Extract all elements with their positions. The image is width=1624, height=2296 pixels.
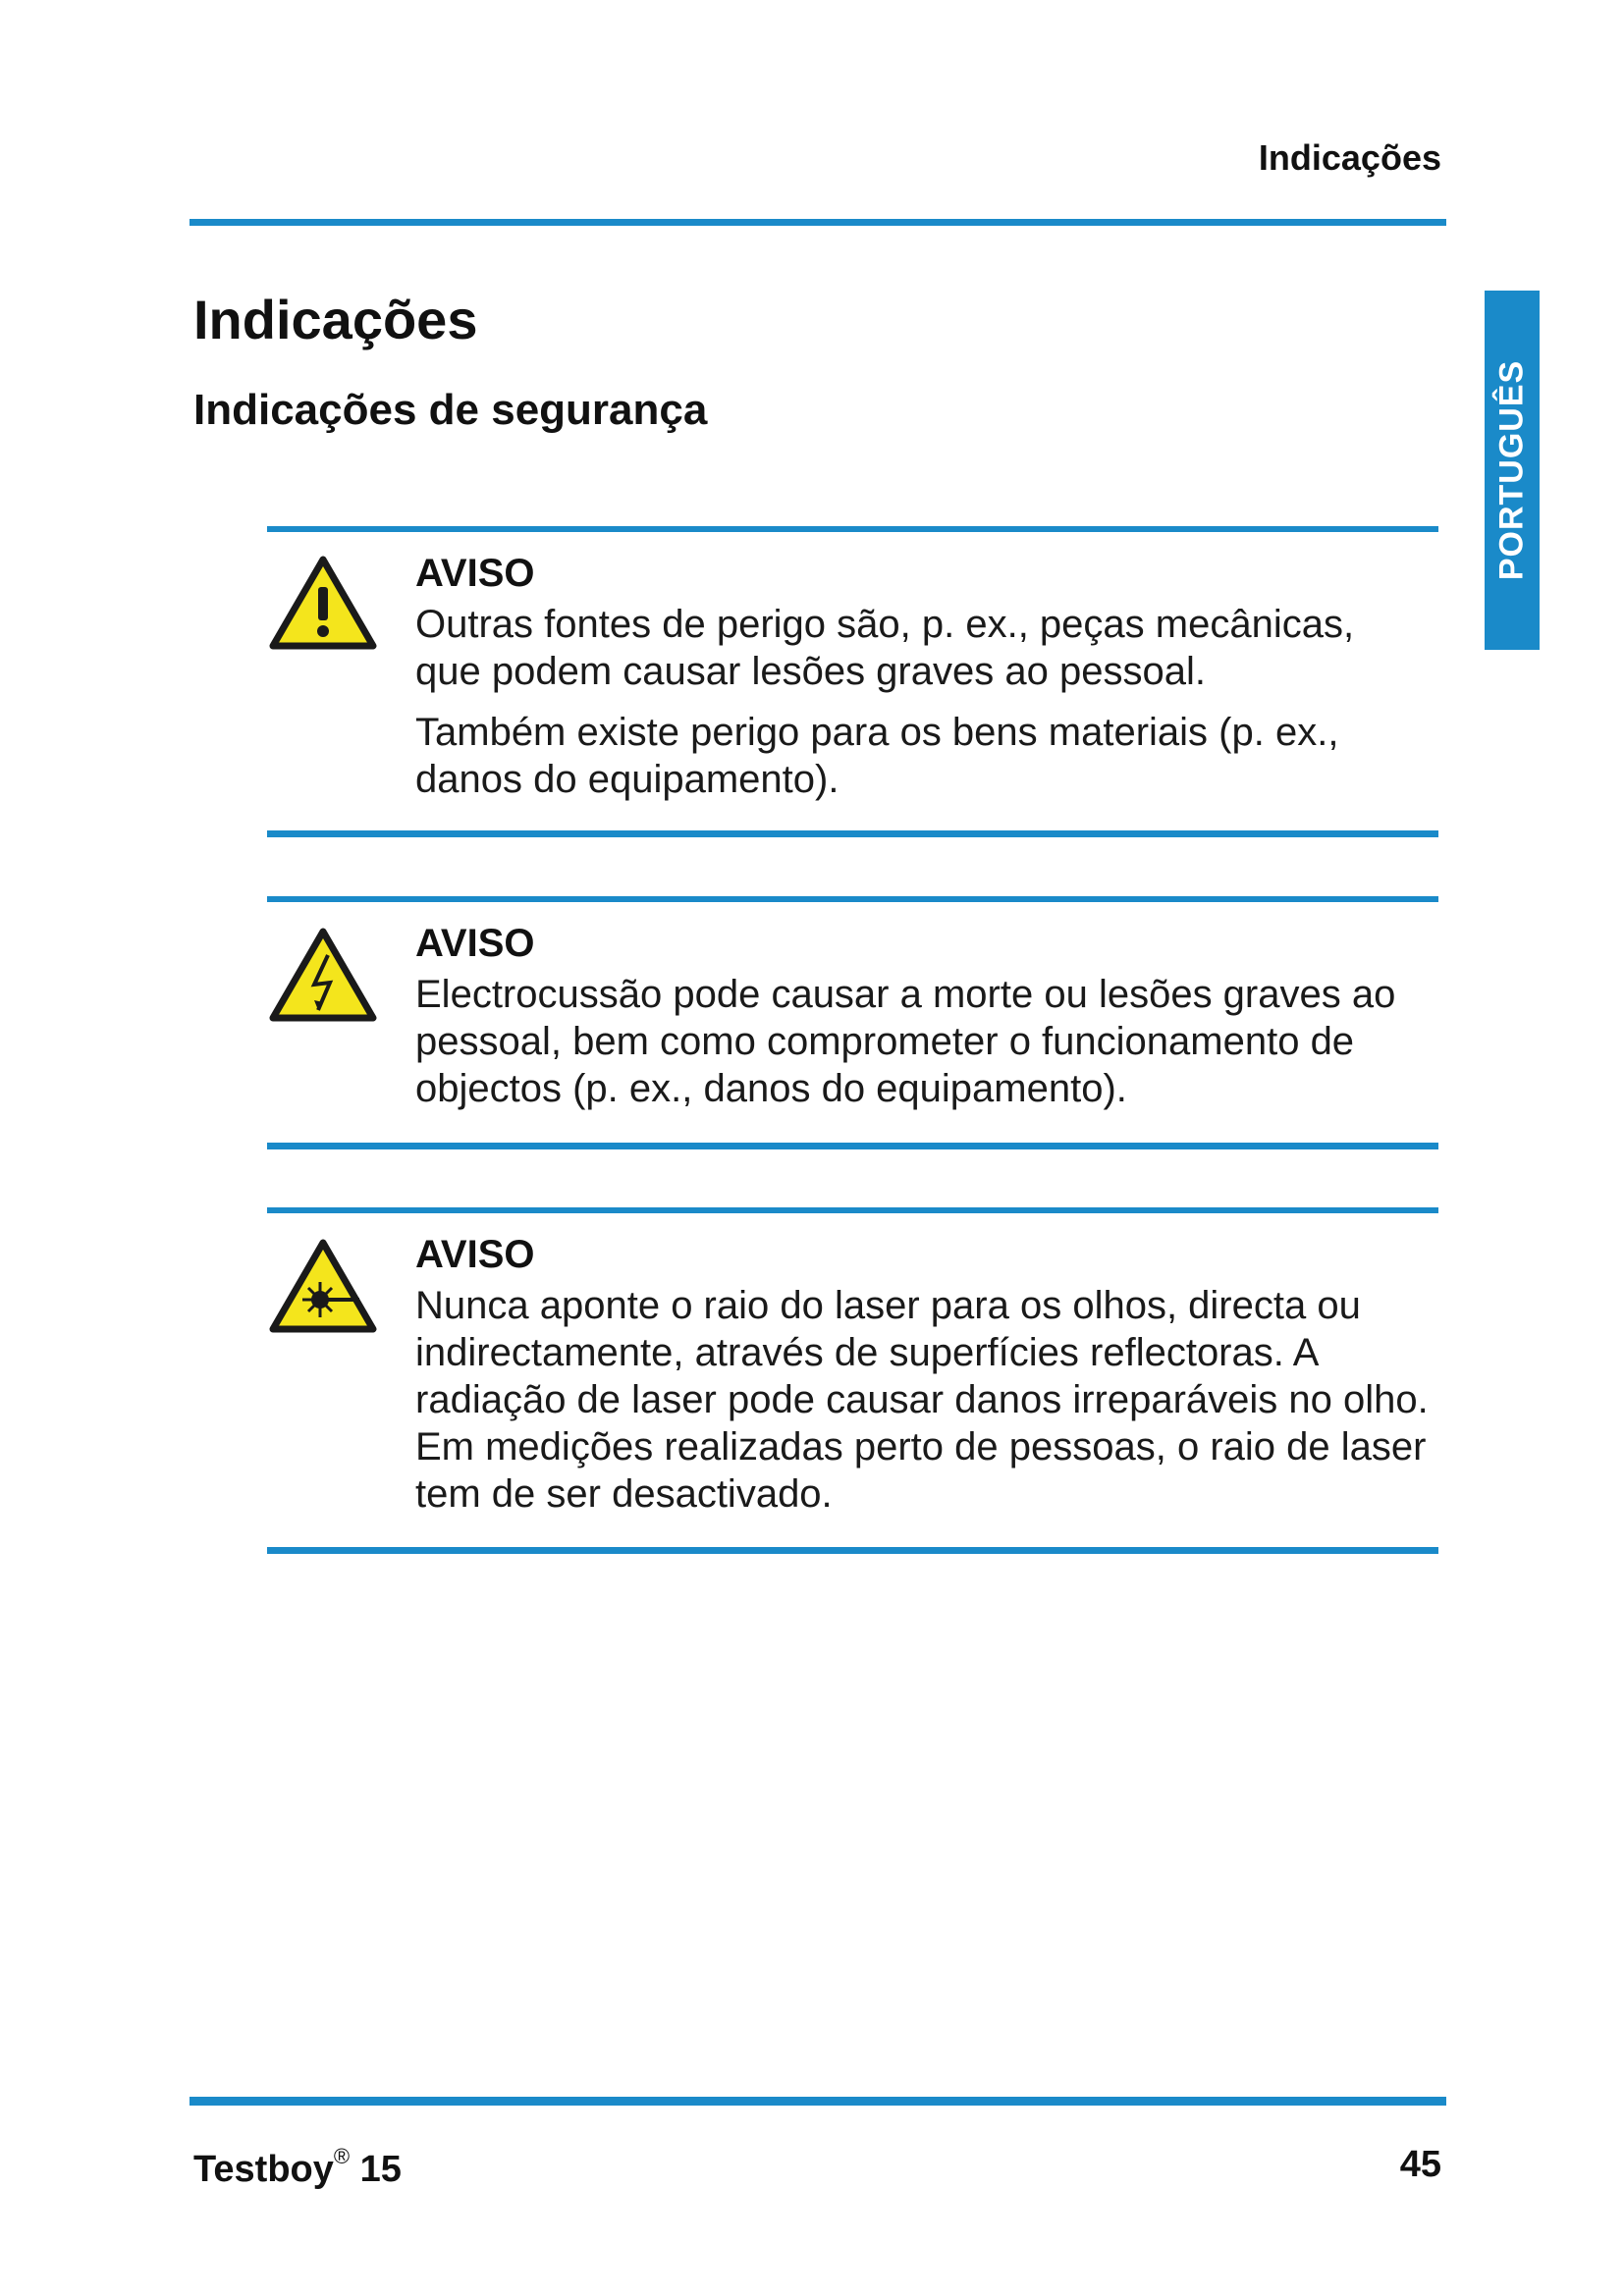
warning-box-electric: [267, 896, 1438, 1149]
electric-shock-warning-icon: [269, 928, 377, 1022]
footer-product: [193, 2144, 402, 2191]
warning-text: Electrocussão pode causar a morte ou lesões graves ao pessoal, bem como comprometer o funcionamento de objectos (p. ex., danos do equipamento).: [415, 973, 1396, 1110]
page-number: 45: [1399, 2144, 1441, 2185]
warning-heading: AVISO: [415, 552, 535, 595]
warning-box-laser: [267, 1207, 1438, 1554]
warning-box-general: [267, 526, 1438, 837]
language-tab: [1485, 291, 1540, 650]
warning-text: Outras fontes de perigo são, p. ex., peças mecânicas, que podem causar lesões graves ao pessoal.: [415, 603, 1355, 693]
registered-mark: ®: [333, 2144, 351, 2168]
warning-heading: AVISO: [415, 1233, 535, 1276]
product-name: Testboy: [193, 2149, 334, 2190]
section-title: Indicações de segurança: [193, 386, 708, 434]
running-header-title: Indicações: [1258, 137, 1441, 178]
general-warning-icon: [269, 556, 377, 650]
product-number: 15: [359, 2149, 402, 2190]
warning-text: Também existe perigo para os bens materiais (p. ex., danos do equipamento).: [415, 711, 1339, 801]
warning-text: Nunca aponte o raio do laser para os olhos, directa ou indirectamente, através de superfícies reflectoras. A radiação de laser pode causar danos irreparáveis no olho. Em medições realizadas perto de pessoas, o raio de laser tem de ser desactivado.: [415, 1284, 1429, 1516]
header-rule: [189, 219, 1446, 226]
warning-heading: AVISO: [415, 922, 535, 965]
footer-rule: [189, 2097, 1446, 2106]
page-title: Indicações: [193, 289, 478, 350]
laser-warning-icon: [269, 1239, 377, 1333]
language-tab-label: PORTUGUÊS: [1492, 359, 1531, 581]
